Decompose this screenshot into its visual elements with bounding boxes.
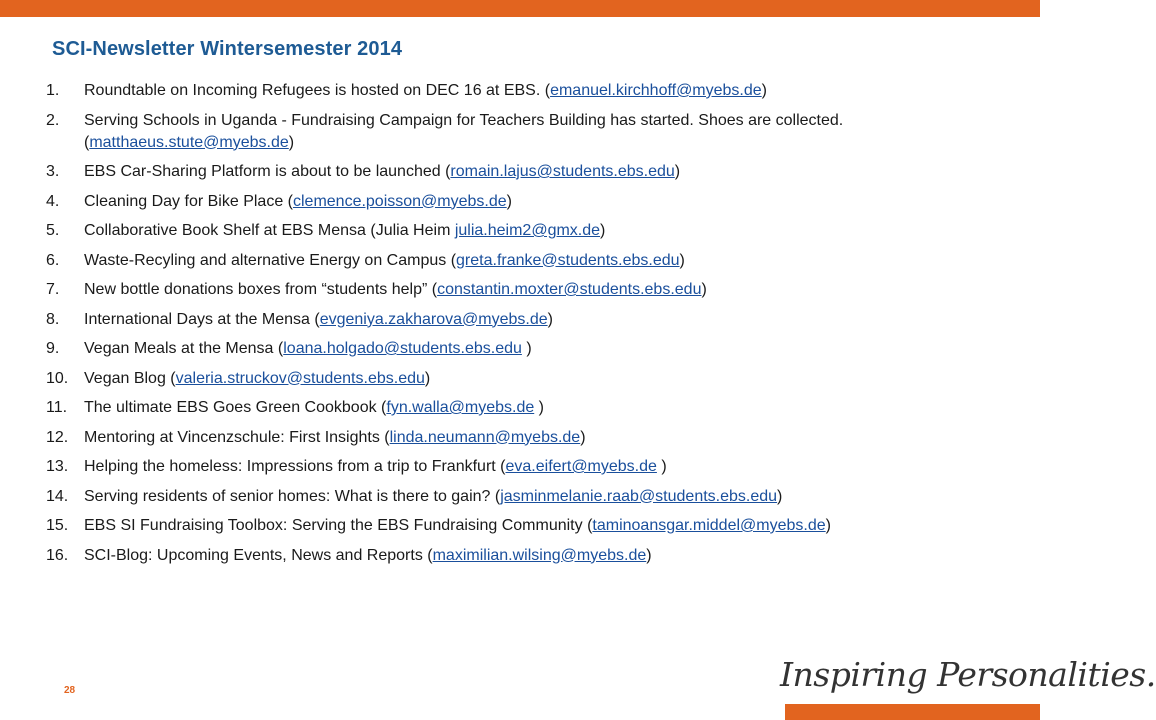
item-number: 2. bbox=[46, 111, 60, 129]
item-close: ) bbox=[424, 369, 431, 387]
item-text bbox=[84, 191, 926, 213]
item-description: Collaborative Book Shelf at EBS Mensa (Julia Heim bbox=[84, 222, 455, 239]
page-number: 28 bbox=[64, 685, 76, 696]
item-number: 12. bbox=[46, 428, 69, 446]
item-description: Waste-Recyling and alternative Energy on Campus ( bbox=[84, 251, 457, 269]
list-item bbox=[46, 220, 926, 242]
item-text bbox=[84, 338, 926, 360]
email-link[interactable]: taminoansgar.middel@myebs.de bbox=[592, 517, 826, 534]
item-text bbox=[84, 545, 926, 567]
list-item bbox=[46, 515, 926, 537]
email-link[interactable]: julia.heim2@gmx.de bbox=[454, 222, 601, 239]
list-item bbox=[46, 110, 926, 154]
list-item bbox=[46, 191, 926, 213]
list-item bbox=[46, 338, 926, 360]
list-item bbox=[46, 161, 926, 183]
item-number: 6. bbox=[46, 251, 60, 269]
slogan-logo: Inspiring Personalities. bbox=[780, 655, 1156, 694]
email-link[interactable]: eva.eifert@myebs.de bbox=[505, 458, 657, 475]
item-close: ) bbox=[701, 281, 707, 298]
item-description: International Days at the Mensa ( bbox=[84, 310, 320, 328]
item-number: 8. bbox=[46, 310, 60, 328]
item-number: 16. bbox=[46, 546, 69, 564]
item-description: Mentoring at Vincenzschule: First Insights ( bbox=[84, 428, 390, 446]
list-item bbox=[46, 397, 926, 419]
item-text bbox=[84, 456, 926, 478]
item-number: 11. bbox=[46, 399, 68, 416]
list-item bbox=[46, 545, 926, 567]
item-number: 3. bbox=[46, 163, 60, 180]
email-link[interactable]: valeria.struckov@students.ebs.edu bbox=[175, 369, 425, 387]
item-description: Helping the homeless: Impressions from a trip to Frankfurt ( bbox=[84, 458, 506, 475]
item-text bbox=[84, 368, 926, 390]
email-link[interactable]: greta.franke@students.ebs.edu bbox=[456, 251, 680, 269]
item-description: Roundtable on Incoming Refugees is hosted on DEC 16 at EBS. ( bbox=[84, 82, 551, 99]
item-number: 5. bbox=[46, 222, 60, 239]
item-close: ) bbox=[679, 251, 685, 269]
email-link[interactable]: matthaeus.stute@myebs.de bbox=[89, 133, 289, 151]
email-link[interactable]: loana.holgado@students.ebs.edu bbox=[283, 340, 522, 357]
item-description: The ultimate EBS Goes Green Cookbook ( bbox=[84, 399, 387, 416]
item-number: 1. bbox=[46, 82, 60, 99]
item-text bbox=[84, 110, 926, 154]
email-link[interactable]: constantin.moxter@students.ebs.edu bbox=[437, 281, 702, 298]
list-item bbox=[46, 368, 926, 390]
item-description: EBS SI Fundraising Toolbox: Serving the EBS Fundraising Community ( bbox=[84, 517, 593, 534]
item-number: 14. bbox=[46, 487, 69, 505]
item-close: ) bbox=[777, 487, 783, 505]
bottom-accent-bar bbox=[785, 704, 1040, 720]
item-text bbox=[84, 161, 926, 183]
email-link[interactable]: romain.lajus@students.ebs.edu bbox=[450, 163, 675, 180]
list-item bbox=[46, 80, 926, 102]
item-close: ) bbox=[534, 399, 545, 416]
item-description: Serving Schools in Uganda - Fundraising Campaign for Teachers Building has started. Shoes are collected. ( bbox=[84, 111, 844, 151]
item-description: Vegan Meals at the Mensa ( bbox=[84, 340, 284, 357]
item-description: Vegan Blog ( bbox=[84, 369, 176, 387]
email-link[interactable]: emanuel.kirchhoff@myebs.de bbox=[550, 82, 762, 99]
item-number: 15. bbox=[46, 517, 69, 534]
item-close: ) bbox=[580, 428, 586, 446]
email-link[interactable]: linda.neumann@myebs.de bbox=[389, 428, 581, 446]
item-close: ) bbox=[288, 133, 295, 151]
newsletter-list bbox=[46, 80, 926, 574]
list-item bbox=[46, 456, 926, 478]
list-item bbox=[46, 427, 926, 449]
item-close: ) bbox=[761, 82, 767, 99]
item-text bbox=[84, 220, 926, 242]
item-close: ) bbox=[547, 310, 553, 328]
item-close: ) bbox=[600, 222, 606, 239]
list-item bbox=[46, 486, 926, 508]
item-number: 4. bbox=[46, 192, 60, 210]
item-close: ) bbox=[825, 517, 831, 534]
item-text bbox=[84, 427, 926, 449]
item-description: SCI-Blog: Upcoming Events, News and Reports ( bbox=[84, 546, 433, 564]
item-close: ) bbox=[521, 340, 532, 357]
email-link[interactable]: maximilian.wilsing@myebs.de bbox=[432, 546, 647, 564]
item-close: ) bbox=[506, 192, 512, 210]
item-text bbox=[84, 279, 926, 301]
page-title: SCI-Newsletter Wintersemester 2014 bbox=[52, 38, 403, 60]
item-description: New bottle donations boxes from “students help” ( bbox=[84, 281, 438, 298]
item-number: 7. bbox=[46, 281, 60, 298]
item-text bbox=[84, 309, 926, 331]
list-item bbox=[46, 309, 926, 331]
item-text bbox=[84, 80, 926, 102]
item-text bbox=[84, 250, 926, 272]
item-description: EBS Car-Sharing Platform is about to be launched ( bbox=[84, 163, 451, 180]
item-number: 9. bbox=[46, 340, 60, 357]
item-description: Serving residents of senior homes: What is there to gain? ( bbox=[84, 487, 501, 505]
item-description: Cleaning Day for Bike Place ( bbox=[84, 192, 293, 210]
list-item bbox=[46, 279, 926, 301]
item-number: 10. bbox=[46, 369, 69, 387]
email-link[interactable]: jasminmelanie.raab@students.ebs.edu bbox=[500, 487, 778, 505]
item-text bbox=[84, 486, 926, 508]
item-close: ) bbox=[674, 163, 681, 180]
item-text bbox=[84, 397, 926, 419]
email-link[interactable]: evgeniya.zakharova@myebs.de bbox=[319, 310, 548, 328]
list-item bbox=[46, 250, 926, 272]
item-text bbox=[84, 515, 926, 537]
item-close: ) bbox=[656, 458, 667, 475]
email-link[interactable]: clemence.poisson@myebs.de bbox=[292, 192, 507, 210]
item-number: 13. bbox=[46, 458, 69, 475]
top-accent-bar bbox=[0, 0, 1040, 17]
item-close: ) bbox=[646, 546, 652, 564]
email-link[interactable]: fyn.walla@myebs.de bbox=[386, 399, 535, 416]
